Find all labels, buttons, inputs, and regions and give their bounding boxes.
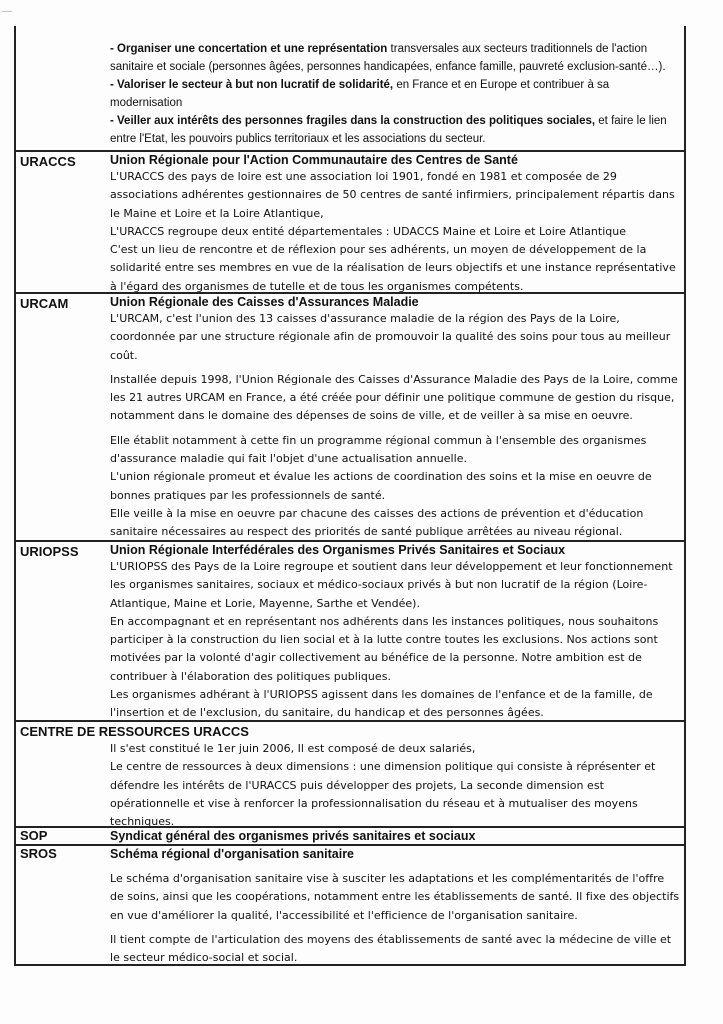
glossary-table: [14, 26, 686, 966]
acronym: URIOPSS: [20, 544, 79, 559]
acronym: URCAM: [20, 296, 69, 311]
table-row-sop: [16, 826, 684, 844]
paragraph: L'union régionale promeut et évalue les actions de coordination des soins et la mise en oeuvre de bonnes pratiques par les professionnels de santé.: [110, 470, 652, 502]
paragraph: C'est un lieu de rencontre et de réflexion pour ses adhérents, un moyen de développement de la solidarité entre ses membres en vue de la réalisation de leurs objectifs et une instance représentative à l'égard des organismes de tutelle et de tous les organismes compétents.: [110, 243, 676, 293]
paragraph: L'URIOPSS des Pays de la Loire regroupe et soutient dans leur développement et leur fonctionnement les organismes sanitaires, sociaux et médico-sociaux privés à but non lucratif de la région (Loire-Atlantique, Maine et Lorie, Mayenne, Sarthe et Vendée).: [110, 560, 673, 610]
bullet-3: - Veiller aux intérêts des personnes fragiles dans la construction des politiques sociales, et faire le lien entre l'Etat, les pouvoirs publics territoriaux et les associations du secteur.: [110, 115, 667, 145]
table-row-continuation: [16, 26, 684, 150]
bullet-1: - Organiser une concertation et une représentation transversales aux secteurs traditionnels de l'action sanitaire et sociale (personnes âgées, personnes handicapées, enfance famille, pauvreté exclusion-santé…).: [110, 43, 666, 73]
corner-mark-icon: ―: [2, 6, 12, 17]
acronym: SOP: [20, 828, 48, 843]
table-row-sros: [16, 844, 684, 964]
paragraph: Les organismes adhérant à l'URIOPSS agissent dans les domaines de l'enfance et de la famille, de l'insertion et de l'exclusion, du sanitaire, du handicap et des personnes âgées.: [110, 688, 653, 720]
paragraph: L'URACCS des pays de loire est une association loi 1901, fondé en 1981 et composée de 29 associations adhérentes gestionnaires de 50 centres de santé infirmiers, principalement répartis dans le Maine et Loire et la Loire Atlantique,: [110, 170, 675, 220]
entry-title: Schéma régional d'organisation sanitaire: [110, 847, 355, 861]
paragraph: Il tient compte de l'articulation des moyens des établissements de santé avec la médecine de ville et le secteur médico-social et social.: [110, 932, 672, 965]
paragraph: Elle établit notamment à cette fin un programme régional commun à l'ensemble des organismes d'assurance maladie qui fait l'objet d'une actualisation annuelle.: [110, 433, 647, 466]
table-row-uraccs: [16, 150, 684, 292]
paragraph: Le schéma d'organisation sanitaire vise à susciter les adaptations et les complémentarités de l'offre de soins, ainsi que les coopérations, notamment entre les établissements de santé. Il fixe des objectifs en vue d'améliorer la qualité, l'accessibilité et l'efficience de l'organisation sanitaire.: [110, 872, 680, 922]
acronym: URACCS: [20, 154, 76, 169]
table-row-centre-ressources: [16, 720, 684, 829]
paragraph: En accompagnant et en représentant nos adhérents dans les instances politiques, nous souhaitons participer à la construction du lien social et à la lutte contre toutes les exclusions. Nos actions sont motivées par la volonté d'agir collectivement au bénéfice de la personne. Notre ambition est de contribuer à l'élaboration des politiques publiques.: [110, 614, 659, 683]
entry-title: Union Régionale Interfédérales des Organismes Privés Sanitaires et Sociaux: [110, 543, 566, 557]
paragraph: L'URCAM, c'est l'union des 13 caisses d'assurance maladie de la région des Pays de la Loire, coordonnée par une structure régionale afin de promouvoir la qualité des soins pour tous au meilleur coût.: [110, 312, 671, 362]
entry-title: Union Régionale des Caisses d'Assurances Maladie: [110, 295, 419, 309]
acronym: CENTRE DE RESSOURCES URACCS: [20, 724, 249, 739]
paragraph: Le centre de ressources à deux dimensions : une dimension politique qui consiste à réprésenter et défendre les intérêts de l'URACCS puis développer des projets, La seconde dimension est opérationnelle et vise à renforcer la professionnalisation du réseau et à mutualiser des moyens techniques.: [110, 760, 656, 829]
bullet-2: - Valoriser le secteur à but non lucratif de solidarité, en France et en Europe et contribuer à sa modernisation: [110, 79, 610, 109]
paragraph: Installée depuis 1998, l'Union Régionale des Caisses d'Assurance Maladie des Pays de la Loire, comme les 21 autres URCAM en France, a été créée pour définir une politique commune de gestion du risque, notamment dans le domaine des dépenses de soins de ville, et de veiller à sa mise en oeuvre.: [110, 372, 678, 423]
paragraph: Il s'est constitué le 1er juin 2006, Il est composé de deux salariés,: [110, 742, 476, 755]
entry-title: Syndicat général des organismes privés sanitaires et sociaux: [110, 829, 476, 843]
acronym: SROS: [20, 846, 57, 861]
table-row-urcam: [16, 292, 684, 540]
entry-title: Union Régionale pour l'Action Communautaire des Centres de Santé: [110, 153, 518, 167]
paragraph: Elle veille à la mise en oeuvre par chacune des caisses des actions de prévention et d'éducation sanitaire nécessaires au respect des priorités de santé publique arrêtées au niveau régional.: [110, 506, 644, 539]
paragraph: L'URACCS regroupe deux entité départementales : UDACCS Maine et Loire et Loire Atlantique: [110, 224, 627, 238]
table-row-uriopss: [16, 540, 684, 720]
